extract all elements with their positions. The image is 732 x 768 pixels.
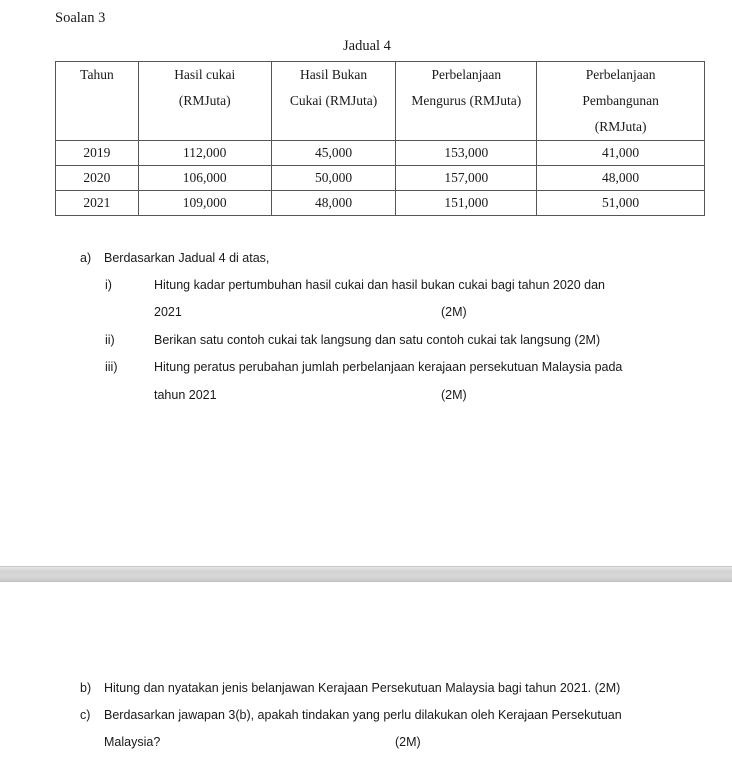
question-heading: Soalan 3 — [55, 10, 106, 26]
question-a-ii-line1: Berikan satu contoh cukai tak langsung dan satu contoh cukai tak langsung (2M) — [154, 333, 601, 347]
column-header-line: Hasil Bukan — [299, 67, 368, 82]
column-header — [537, 62, 705, 141]
question-a-iii-line2: tahun 2021 — [154, 388, 217, 402]
column-header-line: (RMJuta) — [178, 93, 231, 108]
question-a-i-marker: i) — [105, 278, 112, 292]
table-cell: 2021 — [56, 191, 139, 216]
column-header-line: Cukai (RMJuta) — [289, 93, 378, 108]
table-cell: 157,000 — [396, 166, 537, 191]
question-a-iii-marks: (2M) — [441, 388, 467, 402]
data-table — [55, 61, 705, 216]
question-a-i-marks: (2M) — [441, 305, 467, 319]
table-cell: 112,000 — [138, 141, 271, 166]
question-c-marks: (2M) — [395, 735, 421, 749]
table-cell: 151,000 — [396, 191, 537, 216]
table-cell: 2019 — [56, 141, 139, 166]
table-cell: 106,000 — [138, 166, 271, 191]
column-header — [271, 62, 396, 141]
table-cell: 153,000 — [396, 141, 537, 166]
table-row — [56, 141, 705, 166]
column-header-line: Mengurus (RMJuta) — [411, 93, 522, 108]
table-row — [56, 166, 705, 191]
question-a-iii-line1: Hitung peratus perubahan jumlah perbelanjaan kerajaan persekutuan Malaysia pada — [154, 360, 623, 374]
page-break-divider — [0, 566, 732, 582]
table-header-row — [56, 62, 705, 141]
question-c-line2: Malaysia? — [104, 735, 161, 749]
question-b-text: Hitung dan nyatakan jenis belanjawan Kerajaan Persekutuan Malaysia bagi tahun 2021. (2M) — [104, 681, 621, 695]
table-row — [56, 191, 705, 216]
question-a-ii-marker: ii) — [105, 333, 115, 347]
question-a-i-line2: 2021 — [154, 305, 182, 319]
column-header-line: Pembangunan — [582, 93, 659, 108]
table-cell: 48,000 — [537, 166, 705, 191]
column-header — [56, 62, 139, 141]
question-c-line1: Berdasarkan jawapan 3(b), apakah tindakan yang perlu dilakukan oleh Kerajaan Persekutuan — [104, 708, 622, 722]
column-header-line: Hasil cukai — [174, 67, 236, 82]
question-a-marker: a) — [80, 251, 92, 265]
table-cell: 50,000 — [271, 166, 396, 191]
table-cell: 41,000 — [537, 141, 705, 166]
table-cell: 109,000 — [138, 191, 271, 216]
table-cell: 51,000 — [537, 191, 705, 216]
question-c-marker: c) — [80, 708, 91, 722]
table-cell: 2020 — [56, 166, 139, 191]
column-header-line: Tahun — [80, 67, 114, 82]
table-cell: 45,000 — [271, 141, 396, 166]
column-header — [396, 62, 537, 141]
column-header-line: Perbelanjaan — [585, 67, 656, 82]
column-header — [138, 62, 271, 141]
table-caption: Jadual 4 — [343, 38, 391, 54]
question-a-iii-marker: iii) — [105, 360, 118, 374]
question-a-text: Berdasarkan Jadual 4 di atas, — [104, 251, 270, 265]
column-header-line: Perbelanjaan — [431, 67, 502, 82]
column-header-line: (RMJuta) — [594, 119, 647, 134]
question-a-i-line1: Hitung kadar pertumbuhan hasil cukai dan hasil bukan cukai bagi tahun 2020 dan — [154, 278, 606, 292]
table-cell: 48,000 — [271, 191, 396, 216]
question-b-marker: b) — [80, 681, 92, 695]
